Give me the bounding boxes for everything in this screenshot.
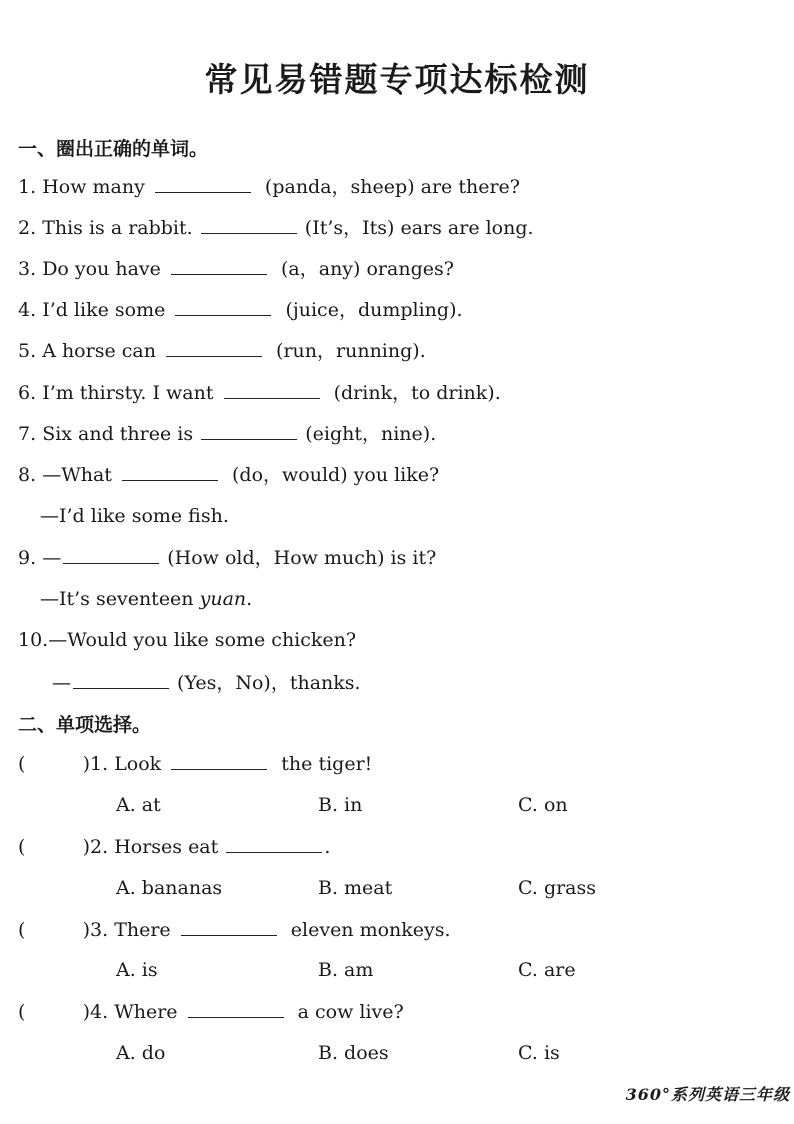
question-text: the tiger! bbox=[281, 753, 373, 775]
answer-blank[interactable] bbox=[73, 670, 169, 689]
mc-question-2 bbox=[18, 834, 330, 859]
option-a: A. bananas bbox=[116, 877, 223, 899]
question-choices: (do，would) you like? bbox=[232, 464, 440, 486]
question-1 bbox=[18, 174, 520, 199]
question-choices: (Yes，No)，thanks. bbox=[177, 672, 361, 694]
option-b: B. am bbox=[318, 959, 374, 981]
page-title: 常见易错题专项达标检测 bbox=[204, 60, 590, 99]
question-text: I’d like some bbox=[42, 299, 166, 321]
answer-text: —It’s seventeen bbox=[40, 588, 194, 610]
question-choices: (drink，to drink). bbox=[333, 382, 501, 404]
mc-question-3 bbox=[18, 917, 451, 942]
question-number: 6. bbox=[18, 382, 37, 404]
option-b: B. in bbox=[318, 794, 363, 816]
question-number: 4. bbox=[90, 1001, 109, 1023]
question-3 bbox=[18, 256, 454, 281]
question-choices: (panda，sheep) are there? bbox=[264, 176, 520, 198]
question-text: —What bbox=[42, 464, 112, 486]
section-2-heading: 二、单项选择。 bbox=[18, 714, 152, 736]
question-text: How many bbox=[42, 176, 145, 198]
answer-blank[interactable] bbox=[166, 338, 262, 357]
question-choices: (How old，How much) is it? bbox=[167, 547, 437, 569]
question-6 bbox=[18, 380, 501, 405]
answer-text: — bbox=[52, 672, 71, 694]
question-text: — bbox=[42, 547, 62, 569]
question-number: 2. bbox=[90, 836, 109, 858]
page-footer: 360°系列英语三年级 bbox=[625, 1085, 790, 1104]
question-number: 3. bbox=[90, 919, 109, 941]
question-text: This is a rabbit. bbox=[42, 217, 193, 239]
question-number: 2. bbox=[18, 217, 37, 239]
question-number: 3. bbox=[18, 258, 37, 280]
answer-blank[interactable] bbox=[122, 462, 218, 481]
option-b: B. does bbox=[318, 1042, 389, 1064]
answer-blank[interactable] bbox=[171, 751, 267, 770]
option-a: A. is bbox=[116, 959, 158, 981]
answer-parens[interactable] bbox=[18, 835, 90, 859]
question-text: —Would you like some chicken? bbox=[48, 629, 357, 651]
question-4 bbox=[18, 297, 463, 322]
question-text: I’m thirsty. I want bbox=[42, 382, 214, 404]
answer-blank[interactable] bbox=[181, 917, 277, 936]
question-8 bbox=[18, 462, 439, 487]
paren-close: ) bbox=[82, 753, 90, 775]
answer-blank[interactable] bbox=[175, 297, 271, 316]
question-number: 4. bbox=[18, 299, 37, 321]
question-text: Look bbox=[114, 753, 162, 775]
option-a: A. do bbox=[116, 1042, 166, 1064]
answer-parens[interactable] bbox=[18, 1000, 90, 1024]
question-choices: (a，any) oranges? bbox=[281, 258, 454, 280]
question-text: a cow live? bbox=[297, 1001, 404, 1023]
question-text: eleven monkeys. bbox=[290, 919, 451, 941]
paren-open: ( bbox=[18, 1001, 26, 1023]
answer-blank[interactable] bbox=[188, 999, 284, 1018]
question-5 bbox=[18, 338, 426, 363]
answer-parens[interactable] bbox=[18, 918, 90, 942]
question-choices: (eight，nine). bbox=[305, 423, 437, 445]
option-c: C. grass bbox=[518, 877, 597, 899]
paren-close: ) bbox=[82, 1001, 90, 1023]
question-number: 5. bbox=[18, 340, 37, 362]
question-number: 1. bbox=[18, 176, 37, 198]
question-number: 7. bbox=[18, 423, 37, 445]
answer-blank[interactable] bbox=[226, 834, 322, 853]
mc-question-4 bbox=[18, 999, 404, 1024]
answer-blank[interactable] bbox=[201, 215, 297, 234]
question-number: 10. bbox=[18, 629, 49, 651]
answer-punct: . bbox=[246, 588, 253, 610]
paren-close: ) bbox=[82, 836, 90, 858]
paren-open: ( bbox=[18, 753, 26, 775]
question-text: A horse can bbox=[42, 340, 156, 362]
answer-blank[interactable] bbox=[171, 256, 267, 275]
answer-italic: yuan bbox=[199, 588, 247, 610]
answer-blank[interactable] bbox=[63, 545, 159, 564]
option-c: C. on bbox=[518, 794, 568, 816]
paren-close: ) bbox=[82, 919, 90, 941]
question-9 bbox=[18, 545, 436, 570]
answer-parens[interactable] bbox=[18, 752, 90, 776]
question-choices: (run，running). bbox=[276, 340, 426, 362]
question-number: 8. bbox=[18, 464, 37, 486]
answer-line-8: —I’d like some fish. bbox=[40, 505, 229, 527]
mc-question-1 bbox=[18, 751, 372, 776]
question-text: Six and three is bbox=[42, 423, 194, 445]
question-text: Where bbox=[114, 1001, 178, 1023]
answer-blank[interactable] bbox=[201, 421, 297, 440]
paren-open: ( bbox=[18, 919, 26, 941]
question-number: 1. bbox=[90, 753, 109, 775]
question-choices: (It’s，Its) ears are long. bbox=[304, 217, 534, 239]
question-2 bbox=[18, 215, 534, 240]
answer-blank[interactable] bbox=[224, 380, 320, 399]
option-c: C. is bbox=[518, 1042, 560, 1064]
option-a: A. at bbox=[116, 794, 161, 816]
section-1-heading: 一、圈出正确的单词。 bbox=[18, 138, 209, 160]
option-c: C. are bbox=[518, 959, 576, 981]
question-7 bbox=[18, 421, 436, 446]
question-number: 9. bbox=[18, 547, 37, 569]
question-text: Horses eat bbox=[114, 836, 219, 858]
paren-open: ( bbox=[18, 836, 26, 858]
answer-line-9 bbox=[40, 587, 252, 611]
option-b: B. meat bbox=[318, 877, 393, 899]
question-10 bbox=[18, 628, 356, 652]
answer-blank[interactable] bbox=[155, 174, 251, 193]
question-text: Do you have bbox=[42, 258, 161, 280]
answer-line-10 bbox=[52, 670, 361, 695]
question-text: . bbox=[324, 836, 331, 858]
question-choices: (juice，dumpling). bbox=[285, 299, 463, 321]
question-text: There bbox=[114, 919, 171, 941]
